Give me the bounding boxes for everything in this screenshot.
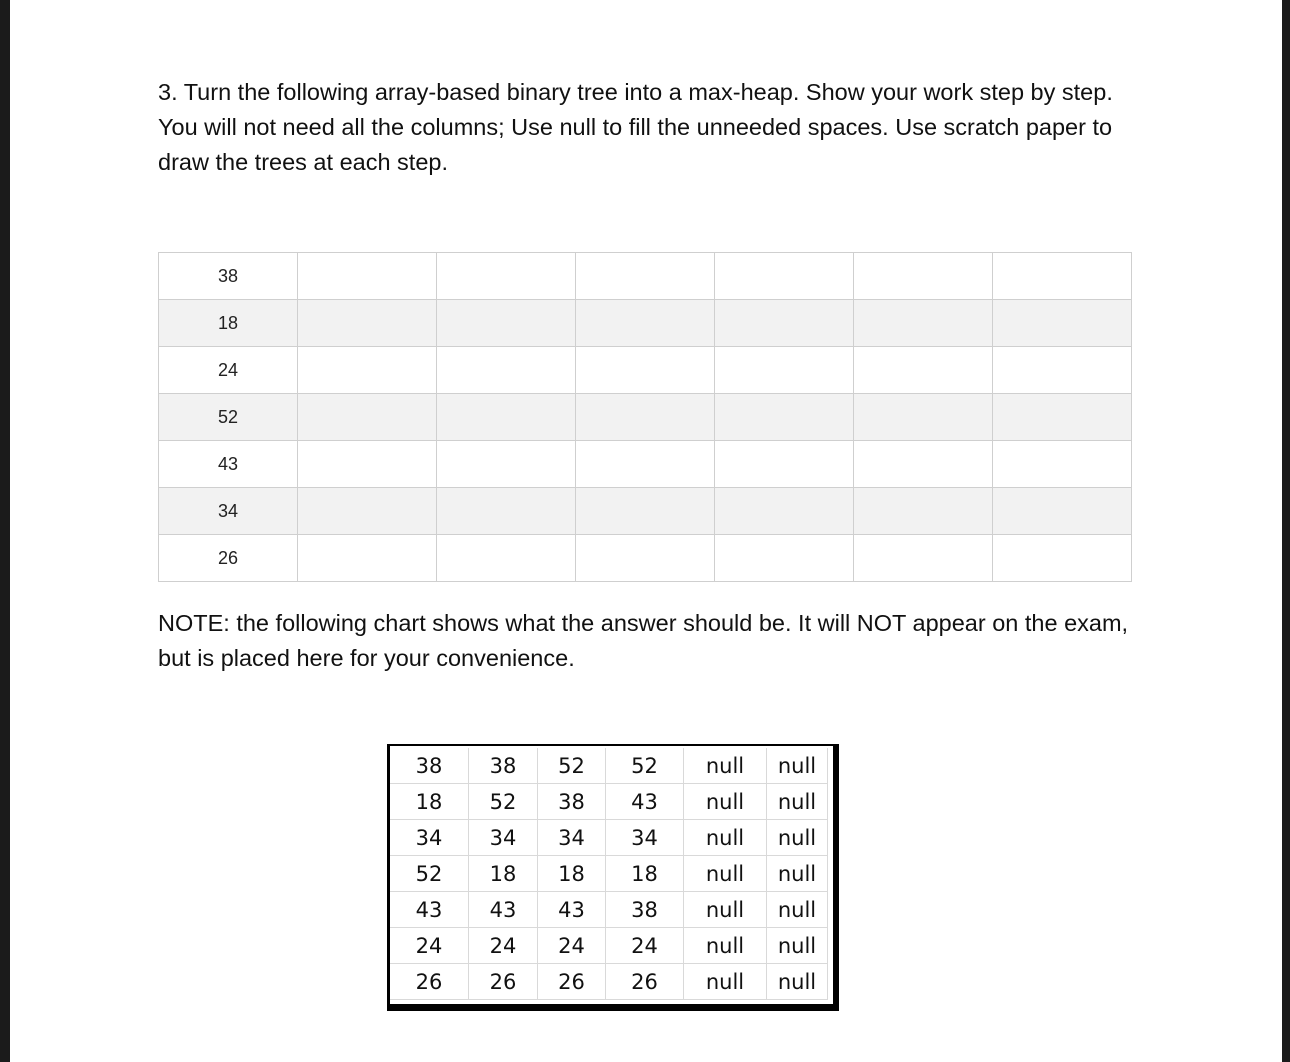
work-table-blank-cell[interactable] xyxy=(854,488,993,535)
answer-table-row xyxy=(390,748,828,784)
answer-table-cell: 34 xyxy=(606,820,684,856)
answer-table-cell: null xyxy=(684,928,767,964)
work-table-blank-cell[interactable] xyxy=(576,300,715,347)
answer-table-cell: 24 xyxy=(469,928,538,964)
work-table-blank-cell[interactable] xyxy=(437,488,576,535)
answer-table-cell: 18 xyxy=(469,856,538,892)
answer-table-row xyxy=(390,856,828,892)
answer-table-cell: 18 xyxy=(538,856,606,892)
work-table-value-cell: 38 xyxy=(159,253,298,300)
work-table-blank-cell[interactable] xyxy=(993,253,1132,300)
work-table-blank-cell[interactable] xyxy=(854,441,993,488)
work-table-blank-cell[interactable] xyxy=(993,347,1132,394)
work-table-value-cell: 52 xyxy=(159,394,298,441)
work-table-blank-cell[interactable] xyxy=(298,347,437,394)
question-text: 3. Turn the following array-based binary tree into a max-heap. Show your work step by step. You will not need all the columns; Use null to fill the unneeded spaces. Use scratch paper to draw the trees at each step. xyxy=(158,79,1113,175)
work-table-blank-cell[interactable] xyxy=(854,394,993,441)
work-table-blank-cell[interactable] xyxy=(437,300,576,347)
answer-table-row xyxy=(390,784,828,820)
work-table-blank-cell[interactable] xyxy=(715,488,854,535)
answer-table-cell: 43 xyxy=(606,784,684,820)
work-table-blank-cell[interactable] xyxy=(437,394,576,441)
answer-table-cell: 34 xyxy=(390,820,469,856)
answer-table-cell: 26 xyxy=(606,964,684,1000)
answer-table-cell: 43 xyxy=(469,892,538,928)
answer-table-cell: null xyxy=(767,820,828,856)
work-table-blank-cell[interactable] xyxy=(854,347,993,394)
work-table-blank-cell[interactable] xyxy=(854,535,993,582)
work-table-blank-cell[interactable] xyxy=(576,441,715,488)
work-table-value-cell: 26 xyxy=(159,535,298,582)
work-table-blank-cell[interactable] xyxy=(854,300,993,347)
answer-table-cell: 34 xyxy=(469,820,538,856)
work-table-blank-cell[interactable] xyxy=(437,347,576,394)
work-table-blank-cell[interactable] xyxy=(993,394,1132,441)
answer-table xyxy=(390,748,828,1000)
answer-table-cell: null xyxy=(767,784,828,820)
answer-table-cell: 52 xyxy=(606,748,684,784)
answer-table-cell: 38 xyxy=(469,748,538,784)
answer-table-cell: 26 xyxy=(538,964,606,1000)
answer-table-cell: 24 xyxy=(606,928,684,964)
answer-table-cell: 43 xyxy=(390,892,469,928)
answer-table-cell: 52 xyxy=(538,748,606,784)
work-table-row xyxy=(159,394,1132,441)
left-page-edge xyxy=(0,0,10,1062)
answer-table-cell: null xyxy=(767,892,828,928)
work-table-blank-cell[interactable] xyxy=(298,253,437,300)
work-table-blank-cell[interactable] xyxy=(298,535,437,582)
answer-table-cell: null xyxy=(684,748,767,784)
answer-table-cell: 26 xyxy=(390,964,469,1000)
answer-table-cell: null xyxy=(767,964,828,1000)
work-table-blank-cell[interactable] xyxy=(298,488,437,535)
work-table-row xyxy=(159,253,1132,300)
work-table-row xyxy=(159,300,1132,347)
answer-table-row xyxy=(390,820,828,856)
note-text: NOTE: the following chart shows what the answer should be. It will NOT appear on the exam, but is placed here for your convenience. xyxy=(158,610,1129,671)
answer-table-cell: 52 xyxy=(390,856,469,892)
work-table-blank-cell[interactable] xyxy=(437,535,576,582)
answer-table-cell: null xyxy=(684,856,767,892)
right-page-edge xyxy=(1282,0,1290,1062)
work-table-blank-cell[interactable] xyxy=(576,394,715,441)
work-table-blank-cell[interactable] xyxy=(576,253,715,300)
work-table-blank-cell[interactable] xyxy=(437,253,576,300)
work-table-blank-cell[interactable] xyxy=(715,394,854,441)
work-table-blank-cell[interactable] xyxy=(715,253,854,300)
work-table-row xyxy=(159,535,1132,582)
answer-table-cell: null xyxy=(684,964,767,1000)
work-table xyxy=(158,252,1132,582)
work-table-blank-cell[interactable] xyxy=(993,441,1132,488)
work-table-blank-cell[interactable] xyxy=(576,535,715,582)
work-table-value-cell: 34 xyxy=(159,488,298,535)
answer-table-cell: null xyxy=(767,856,828,892)
answer-table-cell: 43 xyxy=(538,892,606,928)
answer-table-cell: 38 xyxy=(538,784,606,820)
answer-table-cell: 26 xyxy=(469,964,538,1000)
work-table-blank-cell[interactable] xyxy=(298,300,437,347)
answer-table-row xyxy=(390,892,828,928)
work-table-blank-cell[interactable] xyxy=(715,300,854,347)
work-table-blank-cell[interactable] xyxy=(576,347,715,394)
work-table-blank-cell[interactable] xyxy=(854,253,993,300)
work-table-blank-cell[interactable] xyxy=(993,535,1132,582)
work-table-blank-cell[interactable] xyxy=(715,347,854,394)
answer-table-cell: null xyxy=(684,784,767,820)
work-table-blank-cell[interactable] xyxy=(298,441,437,488)
work-table-row xyxy=(159,488,1132,535)
work-table-row xyxy=(159,347,1132,394)
answer-table-cell: 52 xyxy=(469,784,538,820)
work-table-blank-cell[interactable] xyxy=(993,300,1132,347)
work-table-blank-cell[interactable] xyxy=(437,441,576,488)
work-table-row xyxy=(159,441,1132,488)
answer-table-cell: 34 xyxy=(538,820,606,856)
answer-table-cell: 18 xyxy=(606,856,684,892)
answer-table-cell: 18 xyxy=(390,784,469,820)
work-table-blank-cell[interactable] xyxy=(715,535,854,582)
answer-table-cell: 38 xyxy=(606,892,684,928)
answer-table-row xyxy=(390,964,828,1000)
work-table-value-cell: 24 xyxy=(159,347,298,394)
work-table-blank-cell[interactable] xyxy=(298,394,437,441)
answer-table-cell: null xyxy=(767,928,828,964)
answer-table-cell: 24 xyxy=(390,928,469,964)
answer-table-cell: null xyxy=(684,892,767,928)
work-table-value-cell: 43 xyxy=(159,441,298,488)
work-table-blank-cell[interactable] xyxy=(576,488,715,535)
work-table-blank-cell[interactable] xyxy=(715,441,854,488)
answer-table-cell: 38 xyxy=(390,748,469,784)
work-table-blank-cell[interactable] xyxy=(993,488,1132,535)
answer-table-cell: null xyxy=(684,820,767,856)
work-table-value-cell: 18 xyxy=(159,300,298,347)
answer-table-cell: null xyxy=(767,748,828,784)
answer-chart xyxy=(387,744,839,1011)
answer-table-row xyxy=(390,928,828,964)
answer-table-cell: 24 xyxy=(538,928,606,964)
